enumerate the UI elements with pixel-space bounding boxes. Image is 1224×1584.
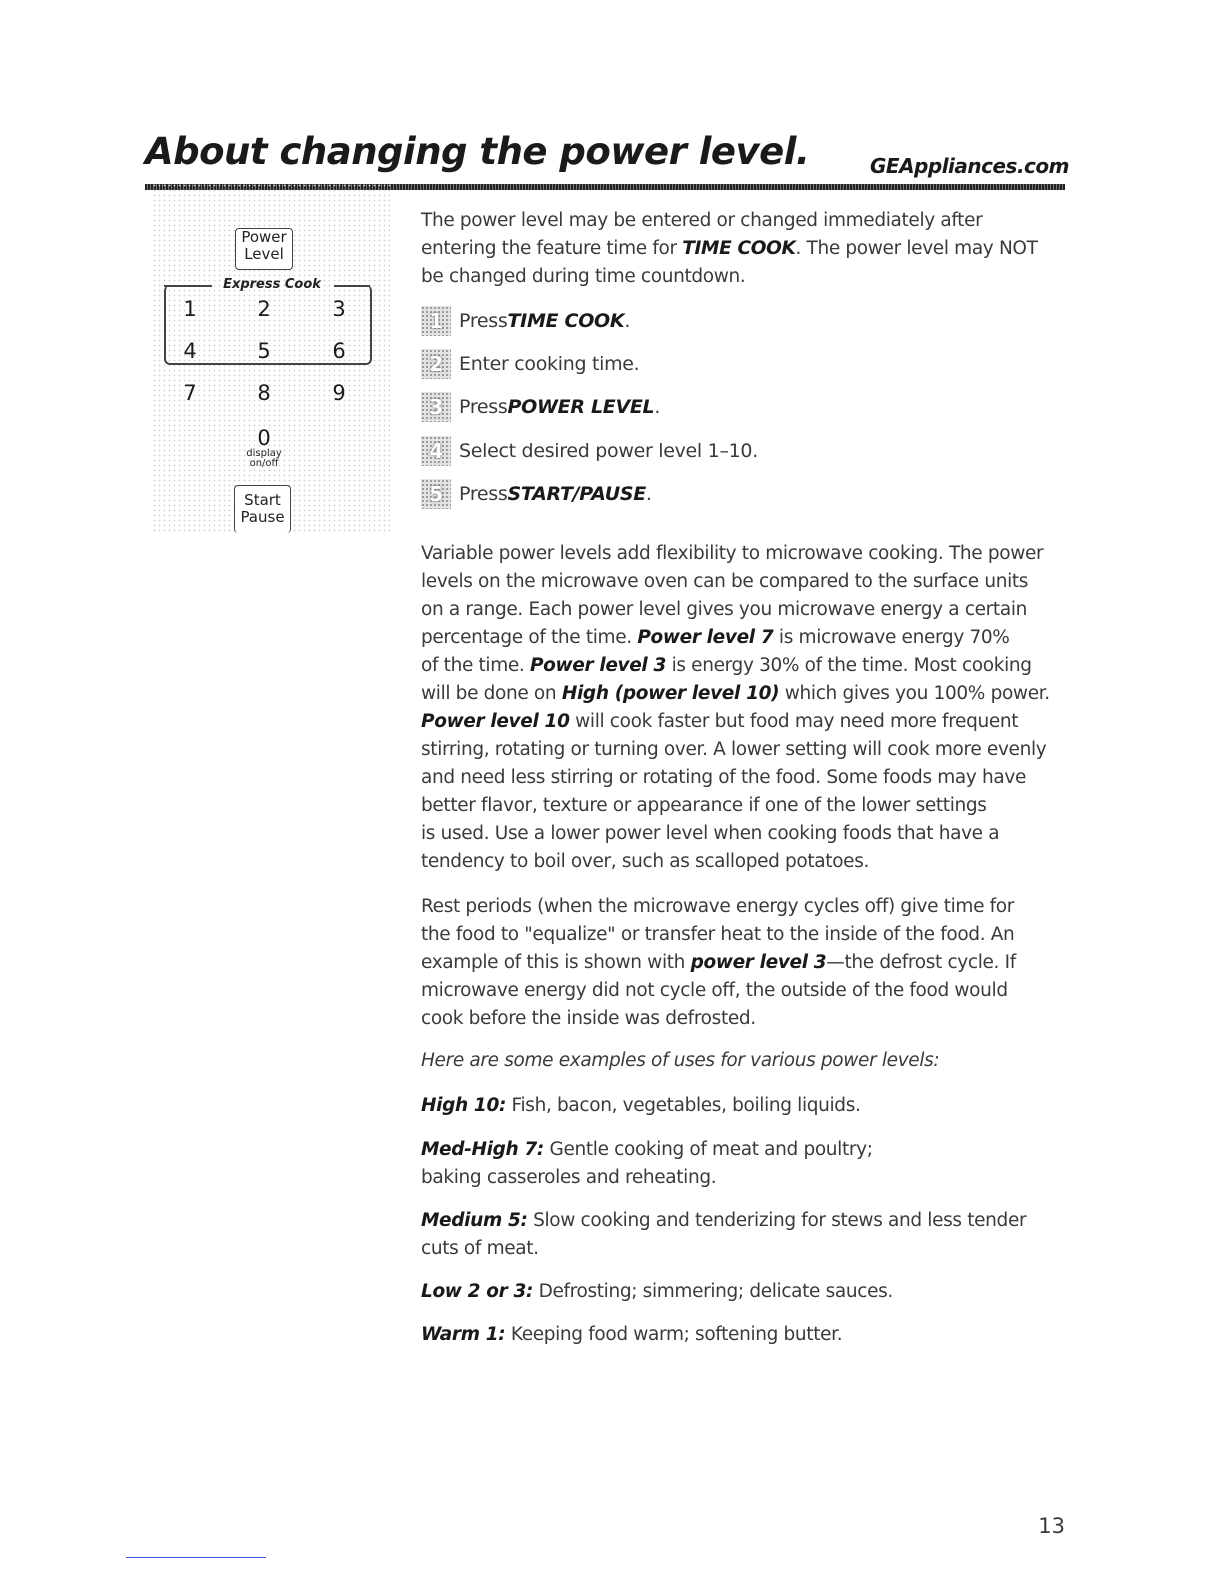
step-number-badge: 2 (421, 349, 451, 379)
paragraph-line (421, 949, 1071, 977)
use-text: Defrosting; simmering; delicate sauces. (533, 1281, 893, 1302)
step-emphasis: POWER LEVEL (507, 396, 655, 418)
step-number-badge: 3 (421, 392, 451, 422)
step-text: . (645, 483, 652, 505)
step-text: . (624, 310, 631, 332)
paragraph-line: is used. Use a lower power level when cooking foods that have a (421, 823, 1000, 844)
rest-periods-paragraph (421, 893, 1071, 1033)
paragraph-emphasis: power level 3 (690, 952, 827, 973)
use-label: Low 2 or 3: (421, 1281, 534, 1302)
power-key-label: Power (241, 228, 287, 246)
step-number-badge: 1 (421, 306, 451, 336)
start-pause-key (234, 485, 291, 533)
paragraph-line: on a range. Each power level gives you microwave energy a certain (421, 599, 1027, 620)
intro-text: . The power level may NOT (795, 238, 1038, 259)
pause-key-label: Pause (240, 508, 285, 526)
paragraph-line (421, 624, 1071, 652)
display-onoff-label (242, 449, 286, 469)
key-1: 1 (183, 297, 197, 321)
intro-line: be changed during time countdown. (421, 266, 746, 287)
power-levels-paragraph (421, 540, 1071, 876)
use-text: Fish, bacon, vegetables, boiling liquids. (506, 1095, 861, 1116)
paragraph-text: will be done on (421, 683, 562, 704)
paragraph-line: levels on the microwave oven can be compared to the surface units (421, 571, 1029, 592)
step-5 (421, 478, 652, 510)
step-1 (421, 305, 630, 337)
use-text: Slow cooking and tenderizing for stews and less tender (527, 1210, 1027, 1231)
power-level-key (235, 228, 293, 270)
page-title: About changing the power level. (145, 130, 810, 173)
step-text: . (654, 396, 661, 418)
paragraph-emphasis: Power level 3 (529, 655, 667, 676)
step-text: Press (459, 310, 508, 332)
intro-line (421, 235, 1071, 263)
express-cook-label: Express Cook (223, 277, 321, 292)
paragraph-line: Variable power levels add flexibility to microwave cooking. The power (421, 543, 1044, 564)
examples-intro: Here are some examples of uses for various power levels: (421, 1050, 940, 1071)
step-number-badge: 5 (421, 479, 451, 509)
key-3: 3 (332, 297, 346, 321)
paragraph-emphasis: High (power level 10) (561, 683, 780, 704)
paragraph-line: better flavor, texture or appearance if one of the lower settings (421, 795, 987, 816)
use-low (421, 1278, 1071, 1306)
key-0: 0 (257, 426, 271, 450)
key-6: 6 (332, 339, 346, 363)
paragraph-line: cook before the inside was defrosted. (421, 1008, 756, 1029)
use-text-continued: cuts of meat. (421, 1238, 539, 1259)
paragraph-line: Rest periods (when the microwave energy cycles off) give time for (421, 896, 1015, 917)
paragraph-text: percentage of the time. (421, 627, 638, 648)
key-8: 8 (257, 381, 271, 405)
paragraph-text: —the defrost cycle. If (826, 952, 1016, 973)
use-med-high (421, 1136, 1071, 1192)
key-2: 2 (257, 297, 271, 321)
key-5: 5 (257, 339, 271, 363)
paragraph-text: will cook faster but food may need more frequent (569, 711, 1019, 732)
intro-text: entering the feature time for (421, 238, 683, 259)
paragraph-line: the food to "equalize" or transfer heat to the inside of the food. An (421, 924, 1015, 945)
use-label: Med-High 7: (421, 1139, 544, 1160)
use-label: Warm 1: (421, 1324, 506, 1345)
step-number-badge: 4 (421, 436, 451, 466)
use-label: High 10: (421, 1095, 507, 1116)
keypad-illustration (152, 183, 390, 533)
paragraph-text: which gives you 100% power. (779, 683, 1050, 704)
step-text: Press (459, 396, 508, 418)
use-label: Medium 5: (421, 1210, 528, 1231)
use-warm (421, 1321, 1071, 1349)
intro-paragraph (421, 207, 1071, 291)
page-number: 13 (1038, 1514, 1065, 1538)
key-4: 4 (183, 339, 197, 363)
intro-line: The power level may be entered or changed immediately after (421, 210, 983, 231)
step-2 (421, 348, 639, 380)
paragraph-line (421, 652, 1071, 680)
key-9: 9 (332, 381, 346, 405)
footer-link-line (126, 1557, 266, 1558)
step-3 (421, 391, 660, 423)
paragraph-line (421, 680, 1071, 708)
paragraph-line: stirring, rotating or turning over. A lower setting will cook more evenly (421, 739, 1047, 760)
step-4 (421, 435, 758, 467)
use-text-continued: baking casseroles and reheating. (421, 1167, 717, 1188)
paragraph-line: microwave energy did not cycle off, the outside of the food would (421, 980, 1008, 1001)
bracket-top-left (164, 285, 212, 287)
paragraph-line: tendency to boil over, such as scalloped potatoes. (421, 851, 870, 872)
paragraph-text: is energy 30% of the time. Most cooking (666, 655, 1032, 676)
paragraph-line: and need less stirring or rotating of the food. Some foods may have (421, 767, 1027, 788)
paragraph-line (421, 708, 1071, 736)
bracket-top-right (334, 285, 370, 287)
step-text: Select desired power level 1–10. (459, 440, 758, 462)
paragraph-text: of the time. (421, 655, 530, 676)
use-text: Gentle cooking of meat and poultry; (543, 1139, 873, 1160)
step-emphasis: TIME COOK (507, 310, 625, 332)
use-text: Keeping food warm; softening butter. (505, 1324, 843, 1345)
step-text: Enter cooking time. (459, 353, 640, 375)
level-key-label: Level (244, 245, 284, 263)
paragraph-text: example of this is shown with (421, 952, 691, 973)
start-key-label: Start (244, 491, 281, 509)
paragraph-text: is microwave energy 70% (773, 627, 1010, 648)
paragraph-emphasis: Power level 7 (637, 627, 774, 648)
paragraph-emphasis: Power level 10 (421, 711, 570, 732)
key-7: 7 (183, 381, 197, 405)
website-link: GEAppliances.com (870, 154, 1069, 178)
use-medium (421, 1207, 1071, 1263)
display-label: display (246, 448, 282, 459)
onoff-label: on/off (249, 458, 279, 469)
use-high (421, 1092, 1071, 1120)
intro-emphasis: TIME COOK (682, 238, 796, 259)
step-emphasis: START/PAUSE (507, 483, 646, 505)
step-text: Press (459, 483, 508, 505)
